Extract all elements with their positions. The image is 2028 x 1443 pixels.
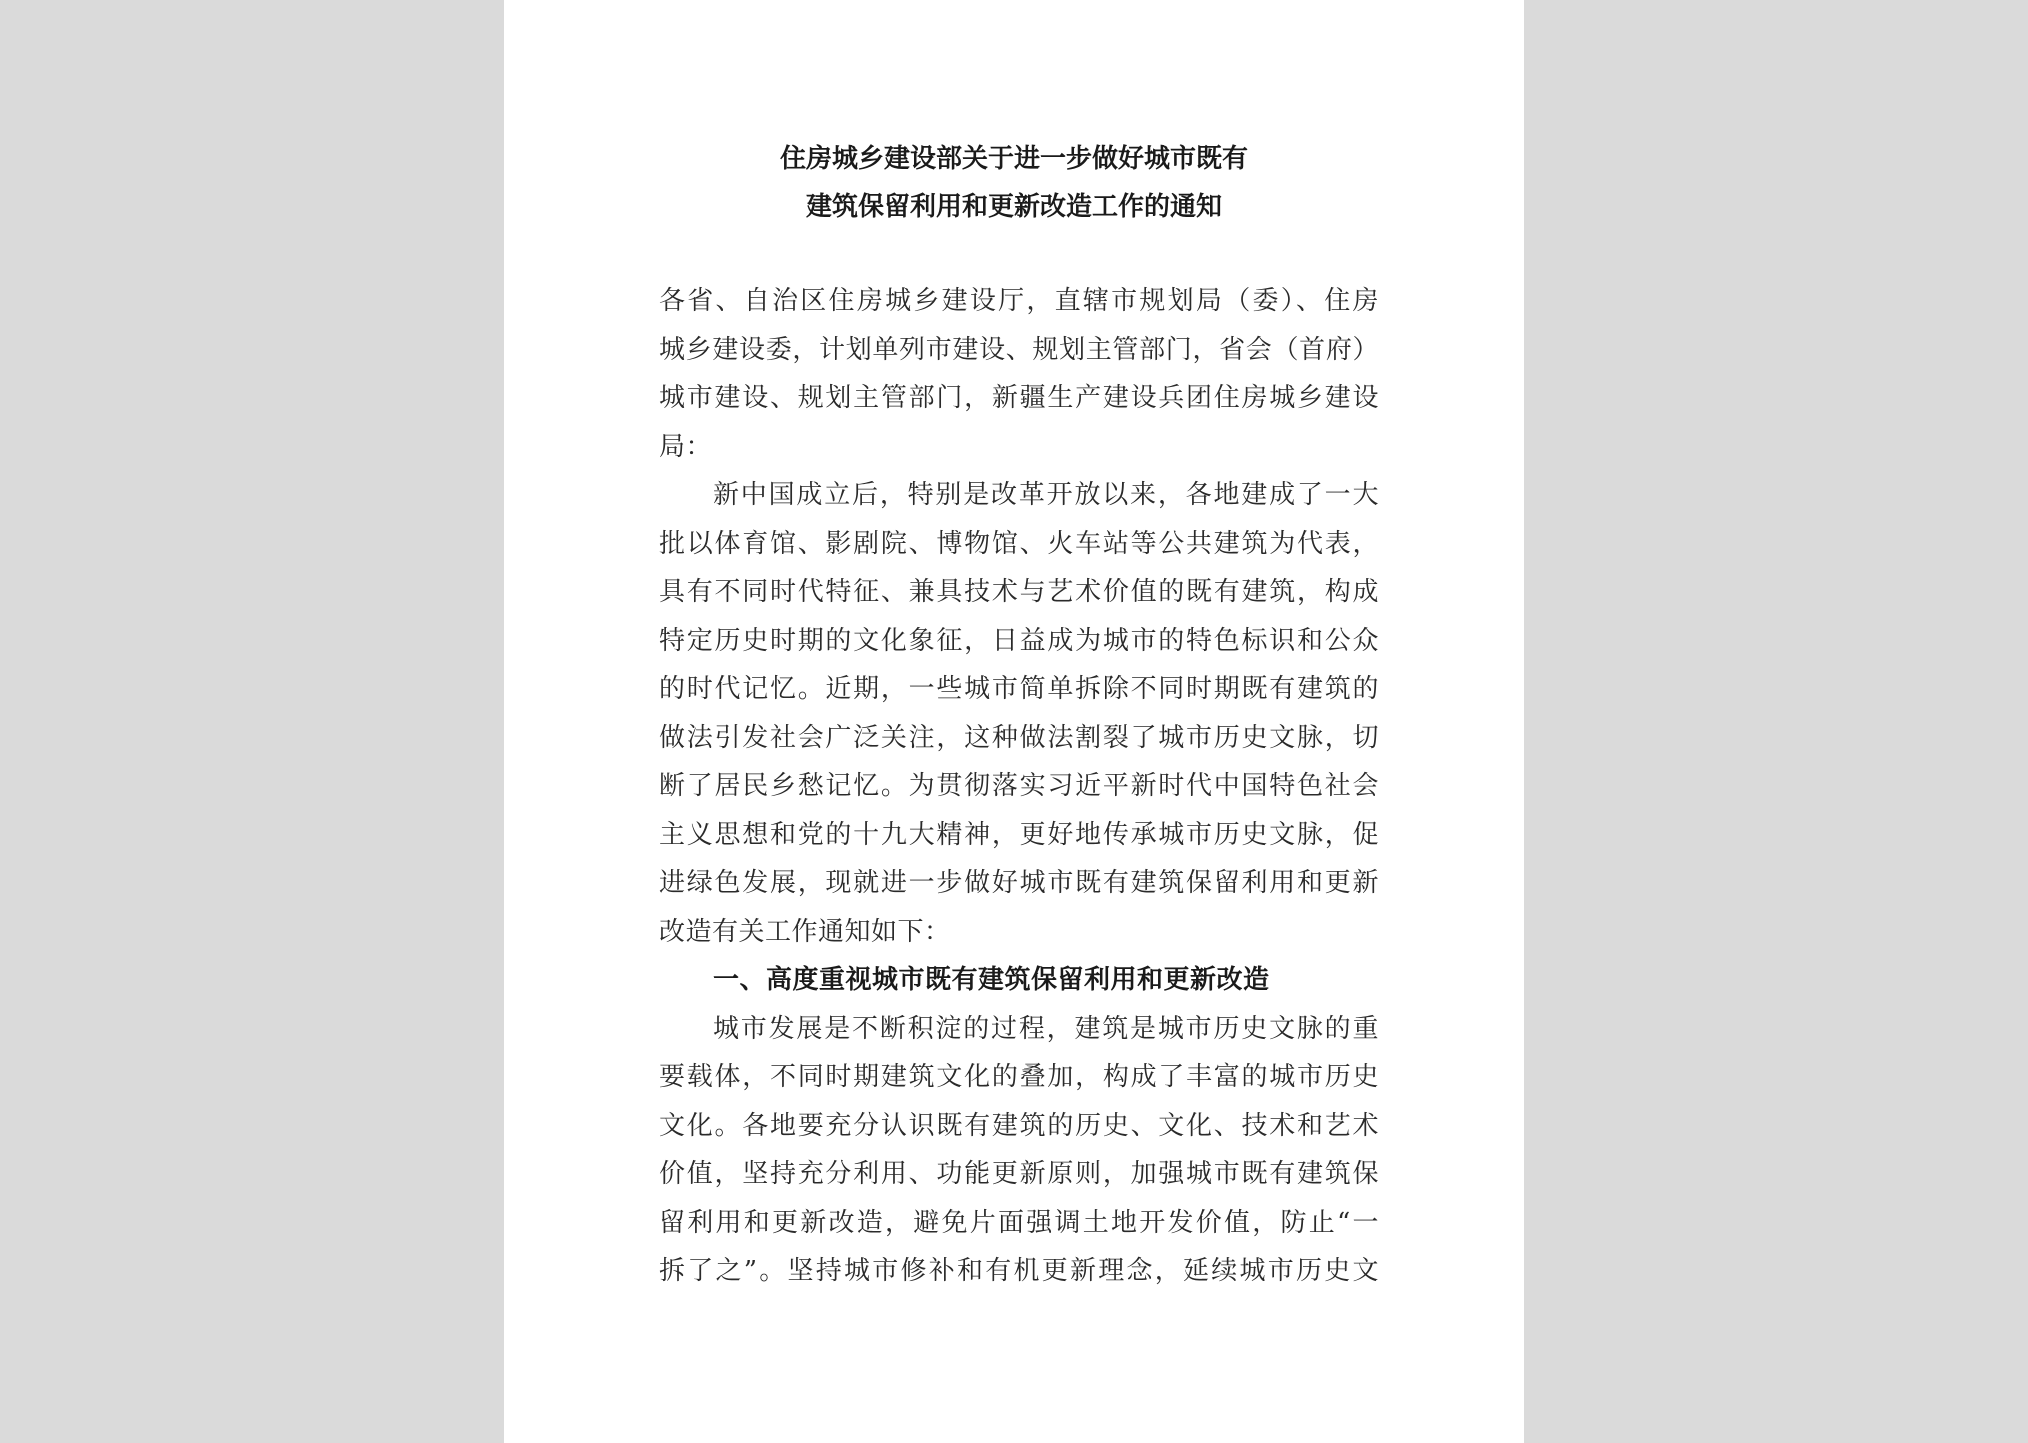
paragraph-2-line: 拆了之”。坚持城市修补和有机更新理念，延续城市历史文 [659,1256,1379,1286]
document-title-line-2: 建筑保留利用和更新改造工作的通知 [805,192,1222,222]
paragraph-1-line: 特定历史时期的文化象征，日益成为城市的特色标识和公众 [659,625,1379,656]
section-heading-1: 一、高度重视城市既有建筑保留利用和更新改造 [713,965,1270,995]
paragraph-1-line: 新中国成立后，特别是改革开放以来，各地建成了一大 [713,480,1379,510]
paragraph-2-line: 价值，坚持充分利用、功能更新原则，加强城市既有建筑保 [659,1159,1379,1189]
paragraph-1-line: 具有不同时代特征、兼具技术与艺术价值的既有建筑，构成 [659,577,1379,607]
paragraph-1-line: 做法引发社会广泛关注，这种做法割裂了城市历史文脉，切 [659,722,1379,753]
paragraph-2-line: 要载体，不同时期建筑文化的叠加，构成了丰富的城市历史 [659,1062,1379,1092]
paragraph-1-line: 进绿色发展，现就进一步做好城市既有建筑保留利用和更新 [659,868,1379,898]
paragraph-1-line: 的时代记忆。近期，一些城市简单拆除不同时期既有建筑的 [659,674,1379,704]
addressee-line: 城市建设、规划主管部门，新疆生产建设兵团住房城乡建设 [659,383,1379,413]
document-body [659,277,1379,1296]
addressee-line: 城乡建设委，计划单列市建设、规划主管部门，省会（首府） [659,334,1379,365]
paragraph-1-line: 改造有关工作通知如下： [659,916,951,947]
paragraph-1-line: 批以体育馆、影剧院、博物馆、火车站等公共建筑为代表， [659,528,1379,559]
paragraph-1-line: 主义思想和党的十九大精神，更好地传承城市历史文脉，促 [659,819,1379,850]
paragraph-2-line: 留利用和更新改造，避免片面强调土地开发价值，防止“一 [659,1207,1379,1238]
paragraph-2-line: 文化。各地要充分认识既有建筑的历史、文化、技术和艺术 [659,1110,1379,1141]
paragraph-1-line: 断了居民乡愁记忆。为贯彻落实习近平新时代中国特色社会 [659,771,1379,801]
paragraph-2-line: 城市发展是不断积淀的过程，建筑是城市历史文脉的重 [713,1013,1379,1044]
addressee-line: 局： [659,431,713,462]
document-page [504,0,1524,1443]
document-title-line-1: 住房城乡建设部关于进一步做好城市既有 [779,144,1248,174]
addressee-line: 各省、自治区住房城乡建设厅，直辖市规划局（委）、住房 [659,286,1379,316]
